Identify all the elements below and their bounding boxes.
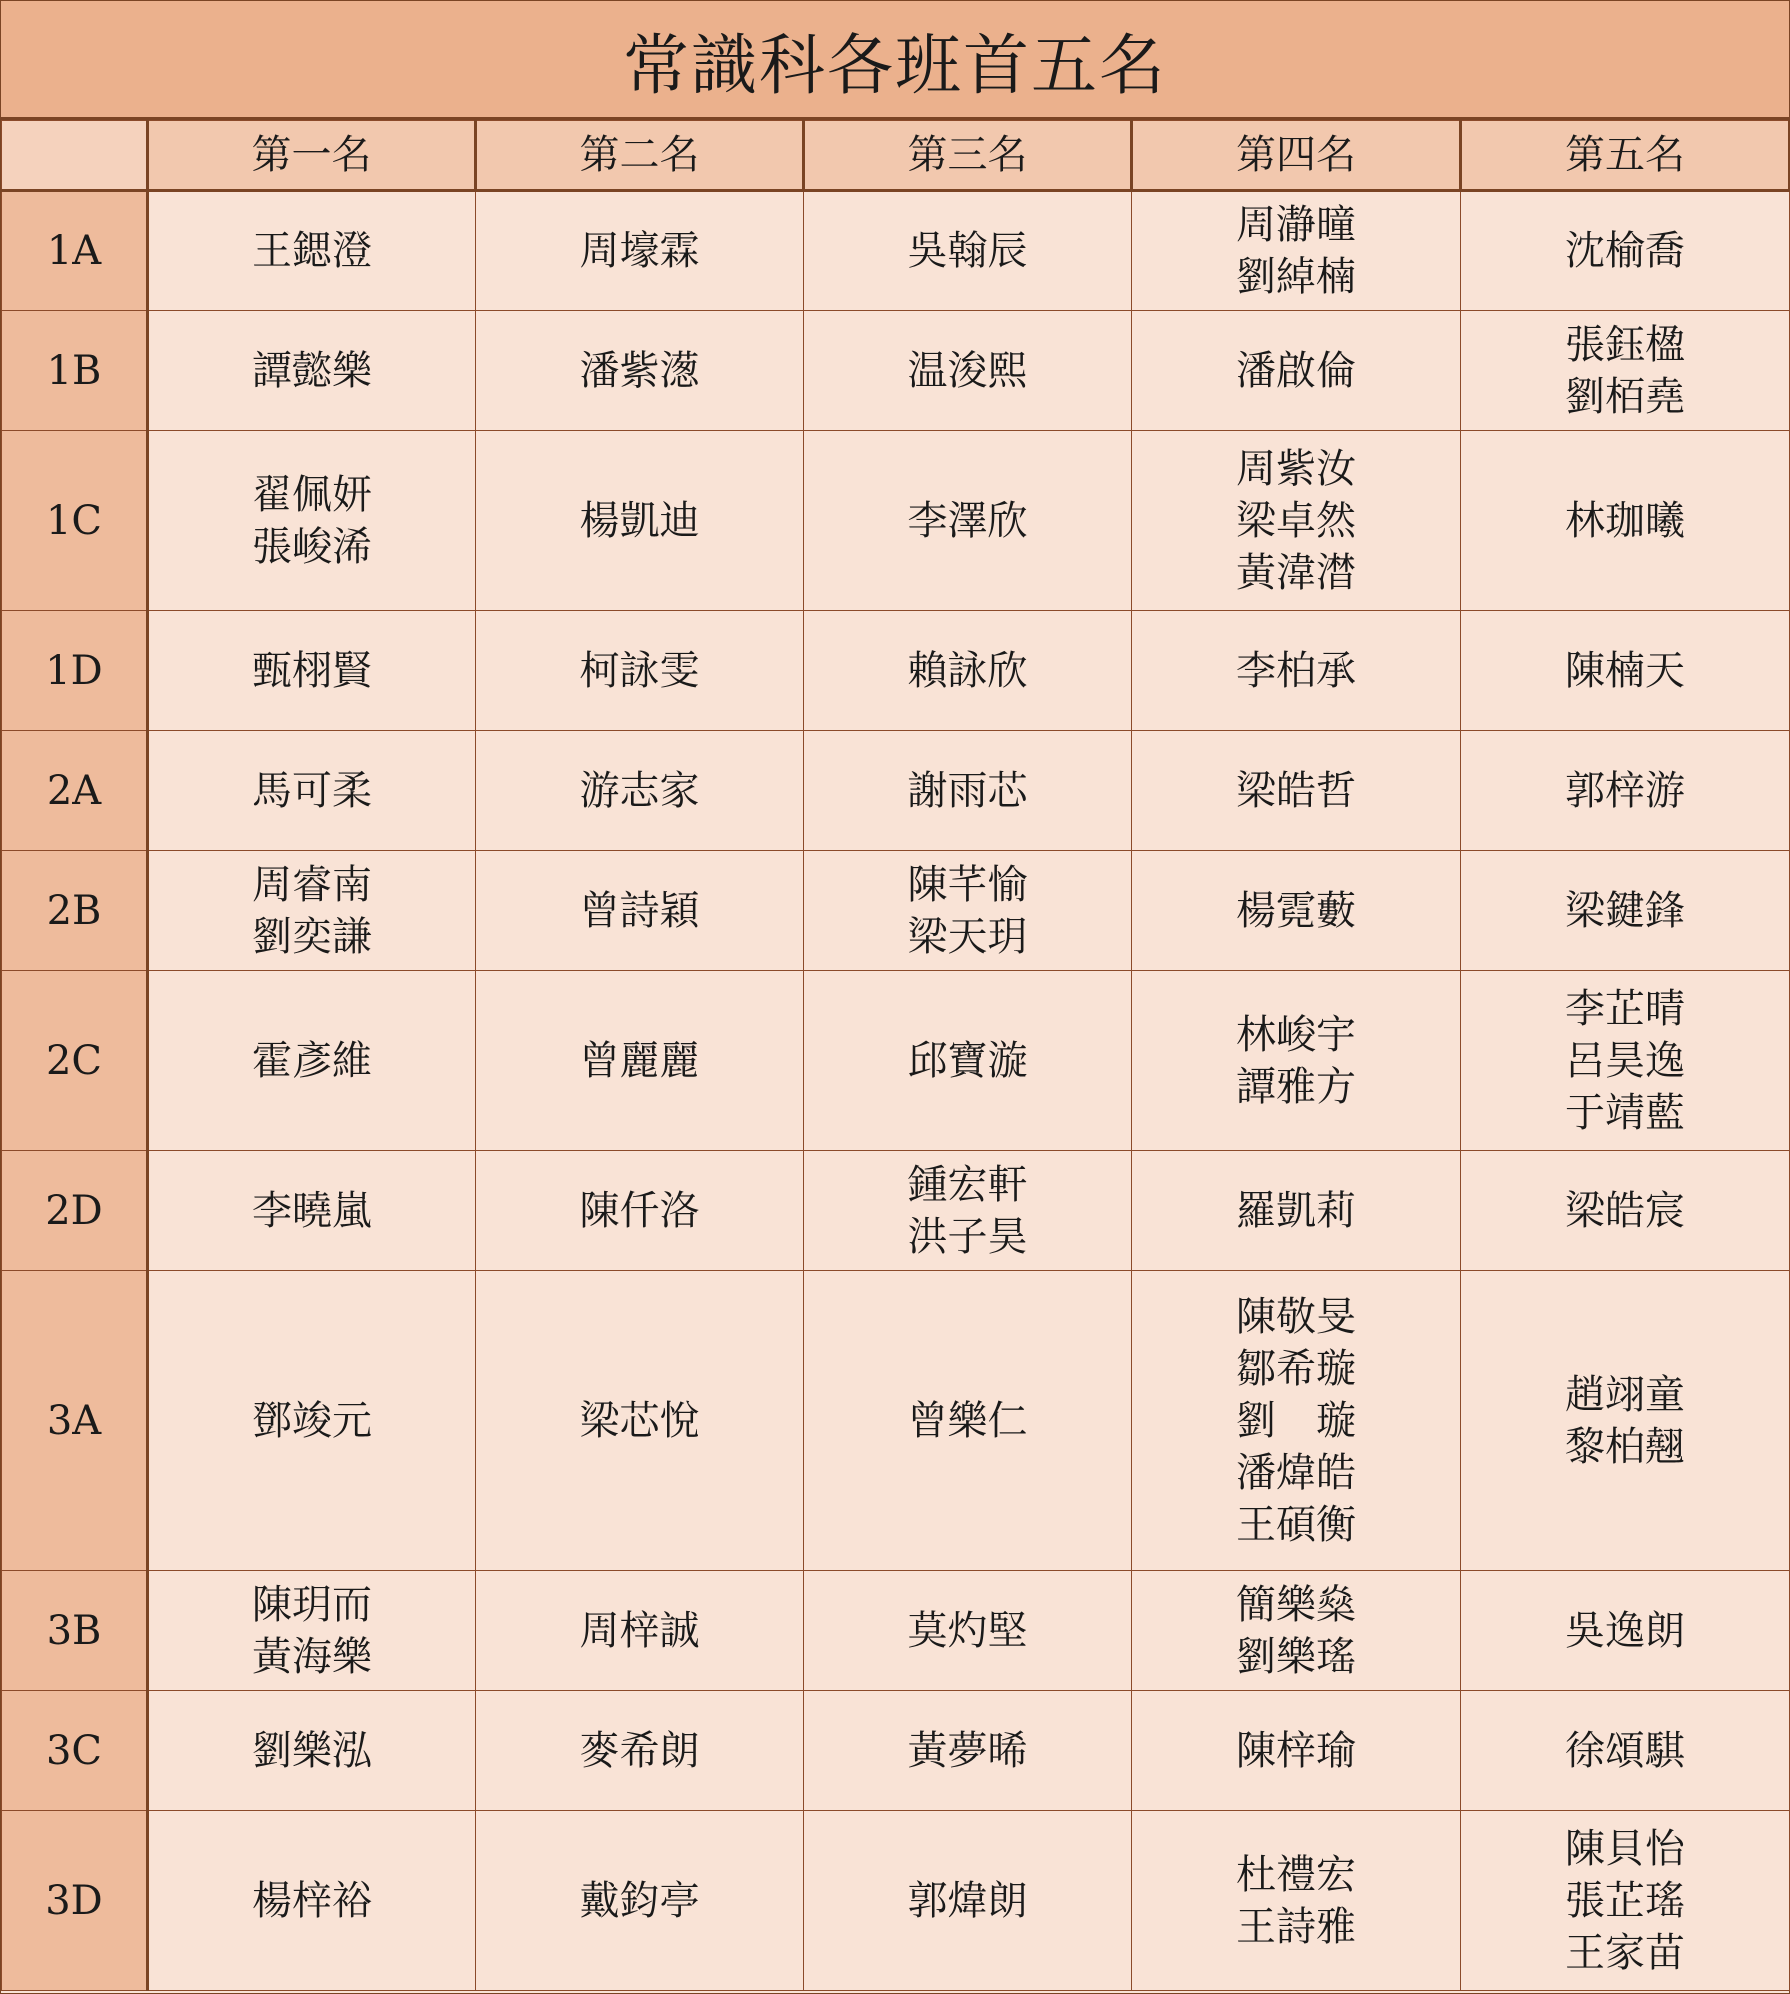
header-first-place: 第一名 <box>148 121 476 191</box>
first-place-cell <box>148 851 476 971</box>
student-name: 黎柏翹 <box>1565 1423 1685 1470</box>
student-name: 陳玥而 <box>252 1581 372 1628</box>
student-name: 劉奕謙 <box>252 913 372 960</box>
second-place-cell <box>476 191 804 311</box>
class-label: 1B <box>2 311 148 431</box>
table-row <box>2 731 1790 851</box>
fourth-place-cell <box>1132 1811 1461 1991</box>
first-place-cell <box>148 1151 476 1271</box>
student-name: 梁芯悅 <box>579 1397 700 1444</box>
student-name: 鄧竣元 <box>252 1397 372 1444</box>
class-label: 3A <box>2 1271 148 1571</box>
class-label: 2B <box>2 851 148 971</box>
student-name: 陳梓瑜 <box>1236 1727 1356 1774</box>
page-title: 常識科各班首五名 <box>1 1 1789 120</box>
header-row <box>2 121 1790 191</box>
table-row <box>2 191 1790 311</box>
student-name: 黃湋澘 <box>1236 549 1356 596</box>
table-row <box>2 1691 1790 1811</box>
student-name: 戴鈞亭 <box>579 1877 700 1924</box>
fourth-place-cell <box>1132 1151 1461 1271</box>
student-name: 邱寶漩 <box>907 1037 1028 1084</box>
second-place-cell <box>476 971 804 1151</box>
fifth-place-cell <box>1461 1811 1790 1991</box>
student-name: 王詩雅 <box>1236 1903 1356 1950</box>
student-name: 簡樂燊 <box>1236 1581 1356 1628</box>
student-name: 潘啟倫 <box>1236 347 1356 394</box>
student-name: 曾詩穎 <box>579 887 700 934</box>
student-name: 譚雅方 <box>1236 1063 1356 1110</box>
table-row <box>2 1151 1790 1271</box>
student-name: 游志家 <box>579 767 700 814</box>
first-place-cell <box>148 611 476 731</box>
student-name: 梁天玥 <box>907 913 1028 960</box>
student-name: 賴詠欣 <box>907 647 1028 694</box>
student-name: 沈榆喬 <box>1565 228 1685 274</box>
second-place-cell <box>476 1151 804 1271</box>
student-name: 劉 璇 <box>1236 1397 1356 1444</box>
second-place-cell <box>476 611 804 731</box>
header-second-place: 第二名 <box>476 121 804 191</box>
first-place-cell <box>148 1271 476 1571</box>
fifth-place-cell <box>1461 971 1790 1151</box>
third-place-cell <box>804 431 1132 611</box>
student-name: 莫灼堅 <box>907 1607 1028 1654</box>
student-name: 郭煒朗 <box>907 1877 1028 1924</box>
table-row <box>2 971 1790 1151</box>
student-name: 周睿南 <box>252 861 372 908</box>
student-name: 陳仟洛 <box>579 1187 700 1234</box>
first-place-cell <box>148 191 476 311</box>
table-row <box>2 1571 1790 1691</box>
student-name: 黃夢晞 <box>907 1727 1028 1774</box>
third-place-cell <box>804 1811 1132 1991</box>
student-name: 劉樂泓 <box>252 1727 372 1774</box>
student-name: 周紫汝 <box>1236 445 1356 492</box>
second-place-cell <box>476 431 804 611</box>
student-name: 羅凱莉 <box>1236 1187 1356 1234</box>
student-name: 潘紫濍 <box>579 347 700 394</box>
table-row <box>2 1811 1790 1991</box>
fourth-place-cell <box>1132 971 1461 1151</box>
student-name: 黃海樂 <box>252 1633 372 1680</box>
class-label: 3C <box>2 1691 148 1811</box>
student-name: 曾樂仁 <box>907 1397 1028 1444</box>
first-place-cell <box>148 731 476 851</box>
student-name: 劉栢堯 <box>1565 373 1685 420</box>
fifth-place-cell <box>1461 1571 1790 1691</box>
student-name: 洪子昊 <box>907 1213 1028 1260</box>
student-name: 徐頌騏 <box>1565 1727 1685 1774</box>
fifth-place-cell <box>1461 431 1790 611</box>
class-label: 1C <box>2 431 148 611</box>
fourth-place-cell <box>1132 611 1461 731</box>
student-name: 劉綽楠 <box>1236 254 1356 300</box>
second-place-cell <box>476 1571 804 1691</box>
ranking-table <box>1 120 1790 1991</box>
student-name: 李澤欣 <box>907 497 1028 544</box>
student-name: 吳翰辰 <box>907 228 1028 274</box>
fourth-place-cell <box>1132 311 1461 431</box>
student-name: 麥希朗 <box>579 1727 700 1774</box>
first-place-cell <box>148 311 476 431</box>
student-name: 霍彥維 <box>252 1037 372 1084</box>
student-name: 劉樂瑤 <box>1236 1633 1356 1680</box>
fourth-place-cell <box>1132 431 1461 611</box>
fifth-place-cell <box>1461 1691 1790 1811</box>
class-label: 2D <box>2 1151 148 1271</box>
first-place-cell <box>148 1571 476 1691</box>
second-place-cell <box>476 1691 804 1811</box>
student-name: 吳逸朗 <box>1565 1607 1685 1654</box>
header-fifth-place: 第五名 <box>1461 121 1790 191</box>
student-name: 陳楠天 <box>1565 647 1685 694</box>
student-name: 王鍶澄 <box>252 228 372 274</box>
student-name: 陳貝怡 <box>1565 1825 1685 1872</box>
student-name: 梁卓然 <box>1236 497 1356 544</box>
student-name: 李芷晴 <box>1565 985 1685 1032</box>
student-name: 王碩衡 <box>1236 1501 1356 1548</box>
student-name: 周壕霖 <box>579 228 700 274</box>
student-name: 鄒希璇 <box>1236 1345 1356 1392</box>
student-name: 譚懿樂 <box>252 347 372 394</box>
table-row <box>2 431 1790 611</box>
student-name: 梁鍵鋒 <box>1565 887 1685 934</box>
table-row <box>2 611 1790 731</box>
class-label: 2C <box>2 971 148 1151</box>
student-name: 呂昊逸 <box>1565 1037 1685 1084</box>
second-place-cell <box>476 731 804 851</box>
fifth-place-cell <box>1461 1151 1790 1271</box>
fifth-place-cell <box>1461 1271 1790 1571</box>
fifth-place-cell <box>1461 311 1790 431</box>
student-name: 張芷瑤 <box>1565 1877 1685 1924</box>
student-name: 李柏承 <box>1236 647 1356 694</box>
student-name: 郭梓游 <box>1565 767 1685 814</box>
fourth-place-cell <box>1132 191 1461 311</box>
student-name: 陳芊愉 <box>907 861 1028 908</box>
student-name: 林峻宇 <box>1236 1011 1356 1058</box>
student-name: 潘煒皓 <box>1236 1449 1356 1496</box>
class-label: 1D <box>2 611 148 731</box>
third-place-cell <box>804 1151 1132 1271</box>
student-name: 柯詠雯 <box>579 647 700 694</box>
third-place-cell <box>804 731 1132 851</box>
student-name: 温浚熙 <box>907 347 1028 394</box>
first-place-cell <box>148 971 476 1151</box>
fifth-place-cell <box>1461 731 1790 851</box>
fourth-place-cell <box>1132 851 1461 971</box>
fifth-place-cell <box>1461 191 1790 311</box>
table-row <box>2 1271 1790 1571</box>
third-place-cell <box>804 311 1132 431</box>
first-place-cell <box>148 1691 476 1811</box>
student-name: 甄栩賢 <box>252 647 372 694</box>
fifth-place-cell <box>1461 851 1790 971</box>
second-place-cell <box>476 1271 804 1571</box>
second-place-cell <box>476 1811 804 1991</box>
student-name: 周梓誠 <box>579 1607 700 1654</box>
corner-cell <box>2 121 148 191</box>
third-place-cell <box>804 1691 1132 1811</box>
fourth-place-cell <box>1132 1571 1461 1691</box>
class-label: 1A <box>2 191 148 311</box>
table-row <box>2 311 1790 431</box>
student-name: 曾麗麗 <box>579 1037 700 1084</box>
student-name: 楊梓裕 <box>252 1877 372 1924</box>
student-name: 馬可柔 <box>252 767 372 814</box>
header-fourth-place: 第四名 <box>1132 121 1461 191</box>
third-place-cell <box>804 851 1132 971</box>
student-name: 李曉嵐 <box>252 1187 372 1234</box>
student-name: 梁皓哲 <box>1236 767 1356 814</box>
student-name: 杜禮宏 <box>1236 1851 1356 1898</box>
student-name: 趙翊童 <box>1565 1371 1685 1418</box>
student-name: 楊凱迪 <box>579 497 700 544</box>
fourth-place-cell <box>1132 1271 1461 1571</box>
student-name: 楊霓藪 <box>1236 887 1356 934</box>
student-name: 林珈曦 <box>1565 497 1685 544</box>
first-place-cell <box>148 1811 476 1991</box>
table-row <box>2 851 1790 971</box>
student-name: 謝雨芯 <box>907 767 1028 814</box>
student-name: 周瀞曈 <box>1236 202 1356 248</box>
third-place-cell <box>804 191 1132 311</box>
student-name: 翟佩妍 <box>252 471 372 518</box>
student-name: 于靖藍 <box>1565 1089 1685 1136</box>
student-name: 王家苗 <box>1565 1929 1685 1976</box>
class-label: 2A <box>2 731 148 851</box>
first-place-cell <box>148 431 476 611</box>
fifth-place-cell <box>1461 611 1790 731</box>
third-place-cell <box>804 971 1132 1151</box>
student-name: 鍾宏軒 <box>907 1161 1028 1208</box>
student-name: 陳敬旻 <box>1236 1293 1356 1340</box>
fourth-place-cell <box>1132 1691 1461 1811</box>
fourth-place-cell <box>1132 731 1461 851</box>
third-place-cell <box>804 1571 1132 1691</box>
student-name: 梁皓宸 <box>1565 1187 1685 1234</box>
third-place-cell <box>804 611 1132 731</box>
student-name: 張鈺楹 <box>1565 321 1685 368</box>
second-place-cell <box>476 311 804 431</box>
second-place-cell <box>476 851 804 971</box>
class-label: 3B <box>2 1571 148 1691</box>
class-label: 3D <box>2 1811 148 1991</box>
header-third-place: 第三名 <box>804 121 1132 191</box>
student-name: 張峻浠 <box>252 523 372 570</box>
third-place-cell <box>804 1271 1132 1571</box>
